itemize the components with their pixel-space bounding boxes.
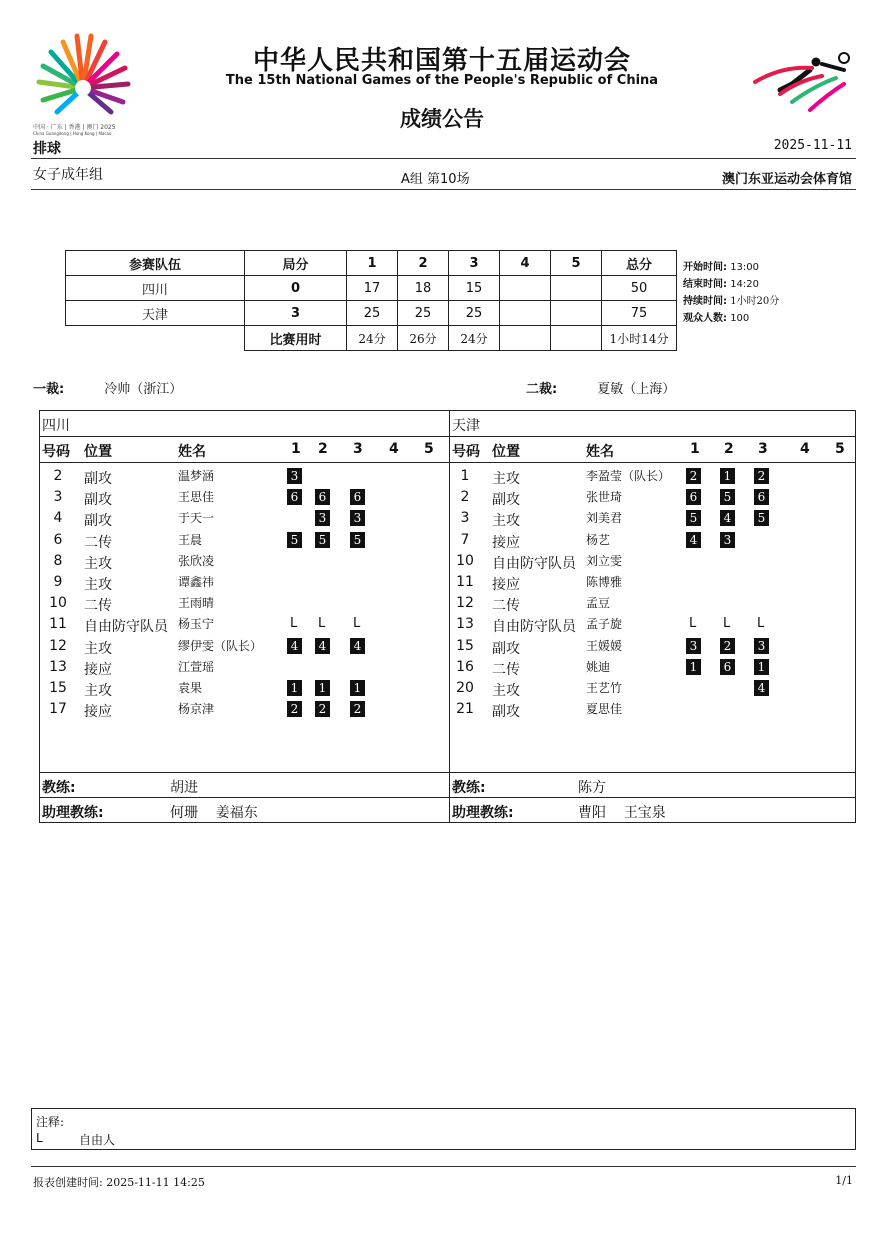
header-divider-2 [31, 189, 856, 190]
score-row [66, 276, 677, 301]
player-name: 杨京津 [178, 702, 215, 717]
player-position: 自由防守队员 [492, 555, 576, 572]
player-number: 16 [456, 658, 474, 675]
starting-position-box: 2 [754, 468, 769, 484]
player-name: 缪伊雯（队长） [178, 638, 263, 653]
player-position: 主攻 [84, 577, 112, 593]
player-position: 主攻 [492, 513, 520, 530]
col-set-2: 2 [398, 251, 449, 276]
player-row [450, 591, 856, 615]
footer-divider [31, 1166, 856, 1167]
player-name: 孟子旋 [586, 617, 623, 632]
team-name: 天津 [452, 418, 480, 434]
player-position: 二传 [492, 598, 520, 615]
group-match-label: A组 第10场 [401, 172, 470, 187]
col-set-5: 5 [551, 251, 602, 276]
col-team: 参赛队伍 [66, 251, 245, 276]
coach-line: 教练: 胡进 [40, 772, 449, 798]
col-sets-won: 局分 [245, 251, 347, 276]
player-position: 副攻 [84, 492, 112, 509]
player-number: 13 [456, 616, 474, 633]
player-number: 2 [460, 489, 470, 506]
score-total: 75 [602, 301, 677, 326]
player-row [40, 676, 449, 697]
player-name: 谭鑫祎 [178, 575, 215, 589]
player-name: 姚迪 [586, 659, 611, 674]
score-set: 25 [347, 301, 398, 326]
team-roster [450, 411, 856, 822]
starting-position-box: 6 [686, 489, 701, 505]
starting-position-box: 2 [350, 701, 365, 717]
player-name: 王媛媛 [586, 638, 623, 653]
libero-marker: L [290, 616, 298, 632]
score-set: 17 [347, 276, 398, 301]
player-number: 4 [53, 510, 63, 527]
score-sets-won: 0 [245, 276, 347, 301]
first-referee: 一裁: 冷帅（浙江） [33, 382, 183, 397]
page-number: 1/1 [835, 1174, 853, 1187]
starting-position-box: 5 [287, 532, 302, 548]
player-number: 12 [456, 595, 474, 612]
starting-position-box: 2 [287, 701, 302, 717]
player-row [450, 506, 856, 530]
starting-position-box: 6 [287, 489, 302, 505]
player-number: 20 [456, 680, 474, 696]
score-set: 25 [449, 301, 500, 326]
player-row [40, 591, 449, 615]
starting-position-box: 6 [720, 659, 735, 675]
player-row [40, 464, 449, 485]
player-position: 主攻 [492, 683, 520, 699]
starting-position-box: 3 [686, 638, 701, 654]
assistant-coach-line: 助理教练: 曹阳 王宝泉 [450, 797, 856, 823]
starting-position-box: 4 [287, 638, 302, 654]
player-number: 3 [53, 489, 63, 506]
player-name: 王思佳 [178, 490, 215, 505]
libero-marker: L [353, 616, 361, 632]
player-name: 刘立雯 [586, 553, 623, 568]
score-set: 15 [449, 276, 500, 301]
score-set [500, 301, 551, 326]
player-row [40, 528, 449, 549]
player-row [40, 549, 449, 570]
starting-position-box: 1 [686, 659, 701, 675]
starting-position-box: 5 [686, 510, 701, 526]
player-position: 接应 [84, 661, 112, 678]
starting-position-box: 3 [720, 532, 735, 548]
roster-header: 号码 位置 姓名 1 2 3 4 5 [40, 436, 449, 463]
category-label: 女子成年组 [33, 167, 103, 183]
title-en: The 15th National Games of the People's Republic of China [225, 73, 659, 88]
set-duration: 24分 [449, 326, 500, 351]
player-row [450, 612, 856, 636]
player-position: 接应 [492, 534, 520, 551]
sport-label: 排球 [33, 141, 61, 157]
player-position: 二传 [492, 661, 520, 678]
player-number: 6 [53, 531, 63, 548]
player-name: 夏思佳 [586, 702, 623, 717]
player-number: 10 [456, 552, 474, 569]
starting-position-box: 2 [686, 468, 701, 484]
player-number: 2 [53, 468, 63, 484]
player-name: 张世琦 [586, 490, 623, 505]
player-row [450, 549, 856, 570]
starting-position-box: 1 [754, 659, 769, 675]
notes-label: 注释: [36, 1115, 65, 1129]
player-name: 杨艺 [586, 532, 611, 547]
notes-symbol: L [36, 1131, 43, 1145]
starting-position-box: 4 [720, 510, 735, 526]
score-team: 天津 [66, 301, 245, 326]
player-row [40, 570, 449, 591]
player-position: 二传 [84, 598, 112, 615]
set-duration [551, 326, 602, 351]
match-info-duration: 持续时间: 1小时20分 [683, 296, 780, 307]
logo-caption: 中国 · 广东 | 香港 | 澳门 2025 [33, 124, 116, 131]
set-duration: 26分 [398, 326, 449, 351]
starting-position-box: 5 [754, 510, 769, 526]
col-set-1: 1 [347, 251, 398, 276]
player-number: 12 [49, 637, 67, 654]
player-number: 11 [456, 574, 474, 590]
starting-position-box: 3 [350, 510, 365, 526]
player-name: 刘美君 [586, 511, 623, 526]
starting-position-box: 5 [350, 532, 365, 548]
coach-line: 教练: 陈方 [450, 772, 856, 798]
second-referee: 二裁: 夏敏（上海） [526, 382, 676, 397]
logo-caption-en: China Guangdong | Hong Kong | Macao [33, 131, 112, 136]
score-team: 四川 [66, 276, 245, 301]
score-set [500, 276, 551, 301]
player-row [40, 612, 449, 636]
player-row [450, 464, 856, 485]
starting-position-box: 3 [315, 510, 330, 526]
libero-marker: L [723, 616, 731, 632]
starting-position-box: 1 [350, 680, 365, 696]
player-position: 副攻 [492, 492, 520, 509]
player-row [40, 697, 449, 721]
player-name: 温梦涵 [178, 469, 215, 483]
player-position: 主攻 [84, 640, 112, 657]
player-name: 王艺竹 [586, 681, 623, 695]
libero-marker: L [689, 616, 697, 632]
player-row [40, 655, 449, 676]
report-created-time: 报表创建时间: 2025-11-11 14:25 [33, 1176, 205, 1189]
starting-position-box: 4 [350, 638, 365, 654]
score-sets-won: 3 [245, 301, 347, 326]
player-number: 15 [49, 680, 67, 696]
player-name: 王雨晴 [178, 596, 215, 611]
team-roster [40, 411, 450, 822]
player-number: 9 [53, 574, 63, 590]
player-position: 自由防守队员 [84, 619, 168, 636]
player-name: 李盈莹（队长） [586, 469, 671, 483]
starting-position-box: 2 [315, 701, 330, 717]
title-cn: 中华人民共和国第十五届运动会 [252, 46, 631, 76]
total-duration: 1小时14分 [602, 326, 677, 351]
starting-position-box: 6 [754, 489, 769, 505]
libero-marker: L [318, 616, 326, 632]
player-row [450, 485, 856, 509]
player-position: 自由防守队员 [492, 619, 576, 636]
player-row [450, 655, 856, 676]
player-row [450, 697, 856, 721]
col-total: 总分 [602, 251, 677, 276]
player-position: 主攻 [84, 683, 112, 699]
player-name: 江萱瑶 [178, 659, 215, 674]
player-number: 1 [460, 468, 470, 484]
player-position: 副攻 [492, 640, 520, 657]
player-position: 主攻 [492, 471, 520, 487]
starting-position-box: 2 [720, 638, 735, 654]
player-position: 主攻 [84, 555, 112, 572]
player-position: 副攻 [492, 704, 520, 721]
player-number: 17 [49, 701, 67, 718]
header-divider [31, 158, 856, 159]
team-name: 四川 [42, 418, 70, 434]
starting-position-box: 1 [315, 680, 330, 696]
match-info-end: 结束时间: 14:20 [683, 279, 760, 290]
player-position: 接应 [492, 577, 520, 593]
player-name: 孟豆 [586, 596, 611, 611]
rosters [39, 410, 856, 823]
col-set-3: 3 [449, 251, 500, 276]
score-set [551, 276, 602, 301]
player-number: 10 [49, 595, 67, 612]
player-name: 杨玉宁 [178, 617, 215, 632]
starting-position-box: 1 [287, 680, 302, 696]
starting-position-box: 4 [315, 638, 330, 654]
set-duration [500, 326, 551, 351]
set-duration: 24分 [347, 326, 398, 351]
player-position: 副攻 [84, 471, 112, 487]
player-position: 接应 [84, 704, 112, 721]
starting-position-box: 4 [686, 532, 701, 548]
match-info-attendance: 观众人数: 100 [683, 313, 750, 324]
score-total: 50 [602, 276, 677, 301]
player-name: 王晨 [178, 532, 203, 547]
player-position: 二传 [84, 534, 112, 551]
player-row [450, 676, 856, 697]
report-title: 成绩公告 [400, 107, 484, 131]
roster-header: 号码 位置 姓名 1 2 3 4 5 [450, 436, 856, 463]
score-set [551, 301, 602, 326]
score-table [65, 250, 677, 351]
starting-position-box: 5 [720, 489, 735, 505]
score-row [66, 301, 677, 326]
match-info [683, 259, 779, 327]
date-label: 2025-11-11 [773, 138, 852, 153]
starting-position-box: 5 [315, 532, 330, 548]
player-row [40, 506, 449, 530]
starting-position-box: 3 [754, 638, 769, 654]
player-row [40, 485, 449, 509]
player-number: 7 [460, 531, 470, 548]
match-info-start: 开始时间: 13:00 [683, 262, 760, 273]
player-name: 于天一 [178, 511, 215, 526]
notes-meaning: 自由人 [79, 1133, 116, 1147]
venue-label: 澳门东亚运动会体育馆 [721, 172, 852, 187]
empty-cell [66, 326, 245, 351]
player-row [450, 528, 856, 549]
starting-position-box: 6 [350, 489, 365, 505]
player-row [450, 570, 856, 591]
score-set: 25 [398, 301, 449, 326]
starting-position-box: 1 [720, 468, 735, 484]
player-number: 15 [456, 637, 474, 654]
player-number: 11 [49, 616, 67, 633]
score-header-row [66, 251, 677, 276]
player-name: 陈博雅 [586, 575, 623, 589]
duration-label: 比赛用时 [245, 326, 347, 351]
libero-marker: L [757, 616, 765, 632]
player-number: 3 [460, 510, 470, 527]
notes-box [31, 1108, 856, 1150]
player-number: 13 [49, 658, 67, 675]
player-row [450, 634, 856, 655]
starting-position-box: 3 [287, 468, 302, 484]
player-row [40, 634, 449, 655]
starting-position-box: 6 [315, 489, 330, 505]
score-set: 18 [398, 276, 449, 301]
duration-row [66, 326, 677, 351]
player-number: 8 [53, 552, 63, 569]
player-position: 副攻 [84, 513, 112, 530]
starting-position-box: 4 [754, 680, 769, 696]
assistant-coach-line: 助理教练: 何珊 姜福东 [40, 797, 449, 823]
col-set-4: 4 [500, 251, 551, 276]
player-name: 张欣凌 [178, 553, 215, 568]
player-name: 袁果 [178, 681, 203, 695]
player-number: 21 [456, 701, 474, 718]
